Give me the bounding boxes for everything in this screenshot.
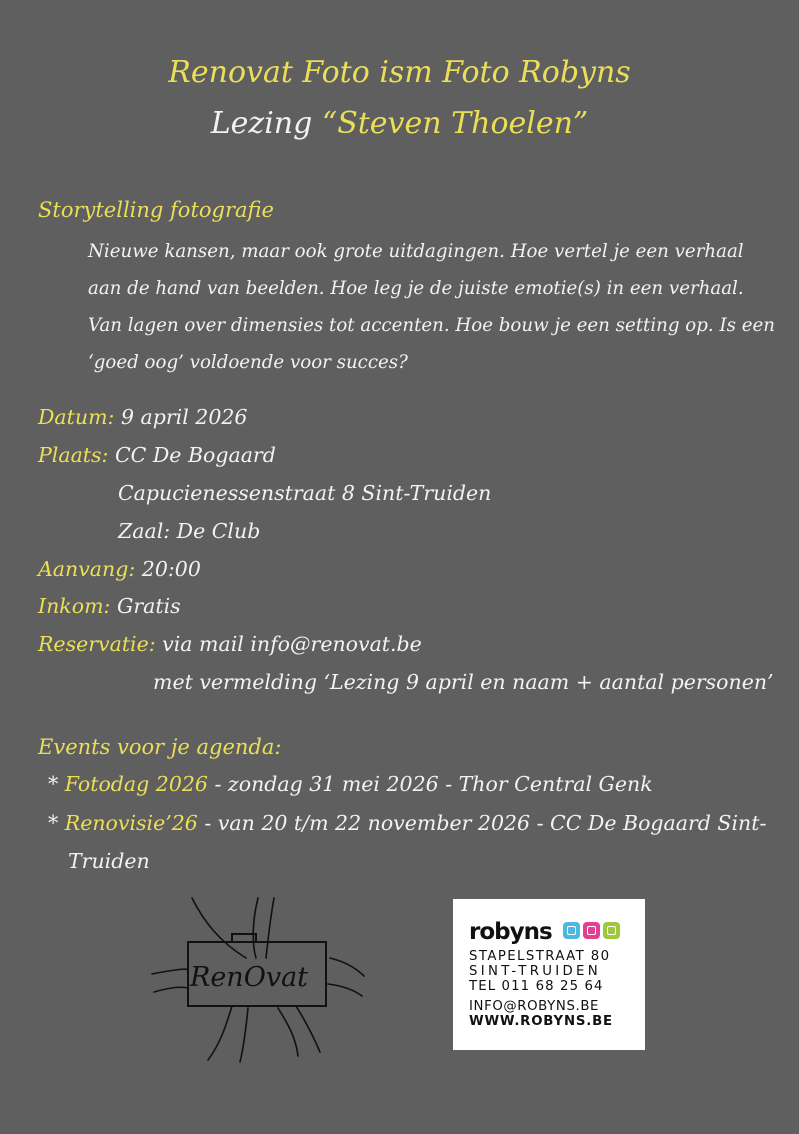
poster-title: Renovat Foto ism Foto Robyns [168,55,631,90]
admission-value: Gratis [110,594,181,618]
admission-label: Inkom: [38,594,111,618]
event-detail: - van 20 t/m 22 november 2026 - CC De Bogaard Sint- [197,811,767,835]
robyns-name: robyns [469,919,552,945]
robyns-phone: TEL 011 68 25 64 [469,979,604,994]
date-label: Datum: [38,405,115,429]
place-value: CC De Bogaard [108,443,276,467]
speaker-name: “Steven Thoelen” [321,106,589,141]
robyns-email: INFO@ROBYNS.BE [469,999,600,1014]
renovat-logo-text: RenOvat [190,962,309,993]
robyns-city: SINT-TRUIDEN [469,964,601,979]
place-row [38,443,276,467]
place-label: Plaats: [38,443,109,467]
event-item [48,811,766,835]
admission-row [38,594,181,618]
event-name: Renovisie’26 [64,811,198,835]
reservation-row [38,632,422,656]
robyns-logo [453,899,645,1050]
music-icon [603,922,620,939]
photo-icon [563,922,580,939]
start-label: Aanvang: [38,557,136,581]
event-bullet: * [48,811,65,835]
start-row [38,557,201,581]
events-heading: Events voor je agenda: [38,735,282,759]
lecture-prefix: Lezing [210,106,322,141]
reservation-label: Reservatie: [38,632,156,656]
event-detail: - zondag 31 mei 2026 - Thor Central Genk [207,772,653,796]
date-value: 9 april 2026 [114,405,248,429]
place-room: Zaal: De Club [118,519,261,543]
start-value: 20:00 [135,557,201,581]
reservation-note: met vermelding ‘Lezing 9 april en naam + aantal personen’ [153,670,774,694]
event-bullet: * [48,772,65,796]
robyns-street: STAPELSTRAAT 80 [469,949,611,964]
reservation-value: via mail info@renovat.be [155,632,422,656]
event-item [48,772,653,796]
section-body: Nieuwe kansen, maar ook grote uitdagingen. Hoe vertel je een verhaal aan de hand van beelden. Hoe leg je de juiste emotie(s) in een verhaal. Van lagen over dimensies tot accenten. Hoe bouw je een setting op. Is een ‘goed oog’ voldoende voor succes? [88,241,776,373]
robyns-website: WWW.ROBYNS.BE [469,1014,613,1029]
event-continuation: Truiden [68,849,150,873]
section-heading: Storytelling fotografie [38,198,274,222]
lecture-title [0,106,799,141]
place-address: Capucienessenstraat 8 Sint-Truiden [118,481,492,505]
renovat-logo [148,896,368,1066]
print-icon [583,922,600,939]
event-name: Fotodag 2026 [64,772,208,796]
date-row [38,405,247,429]
